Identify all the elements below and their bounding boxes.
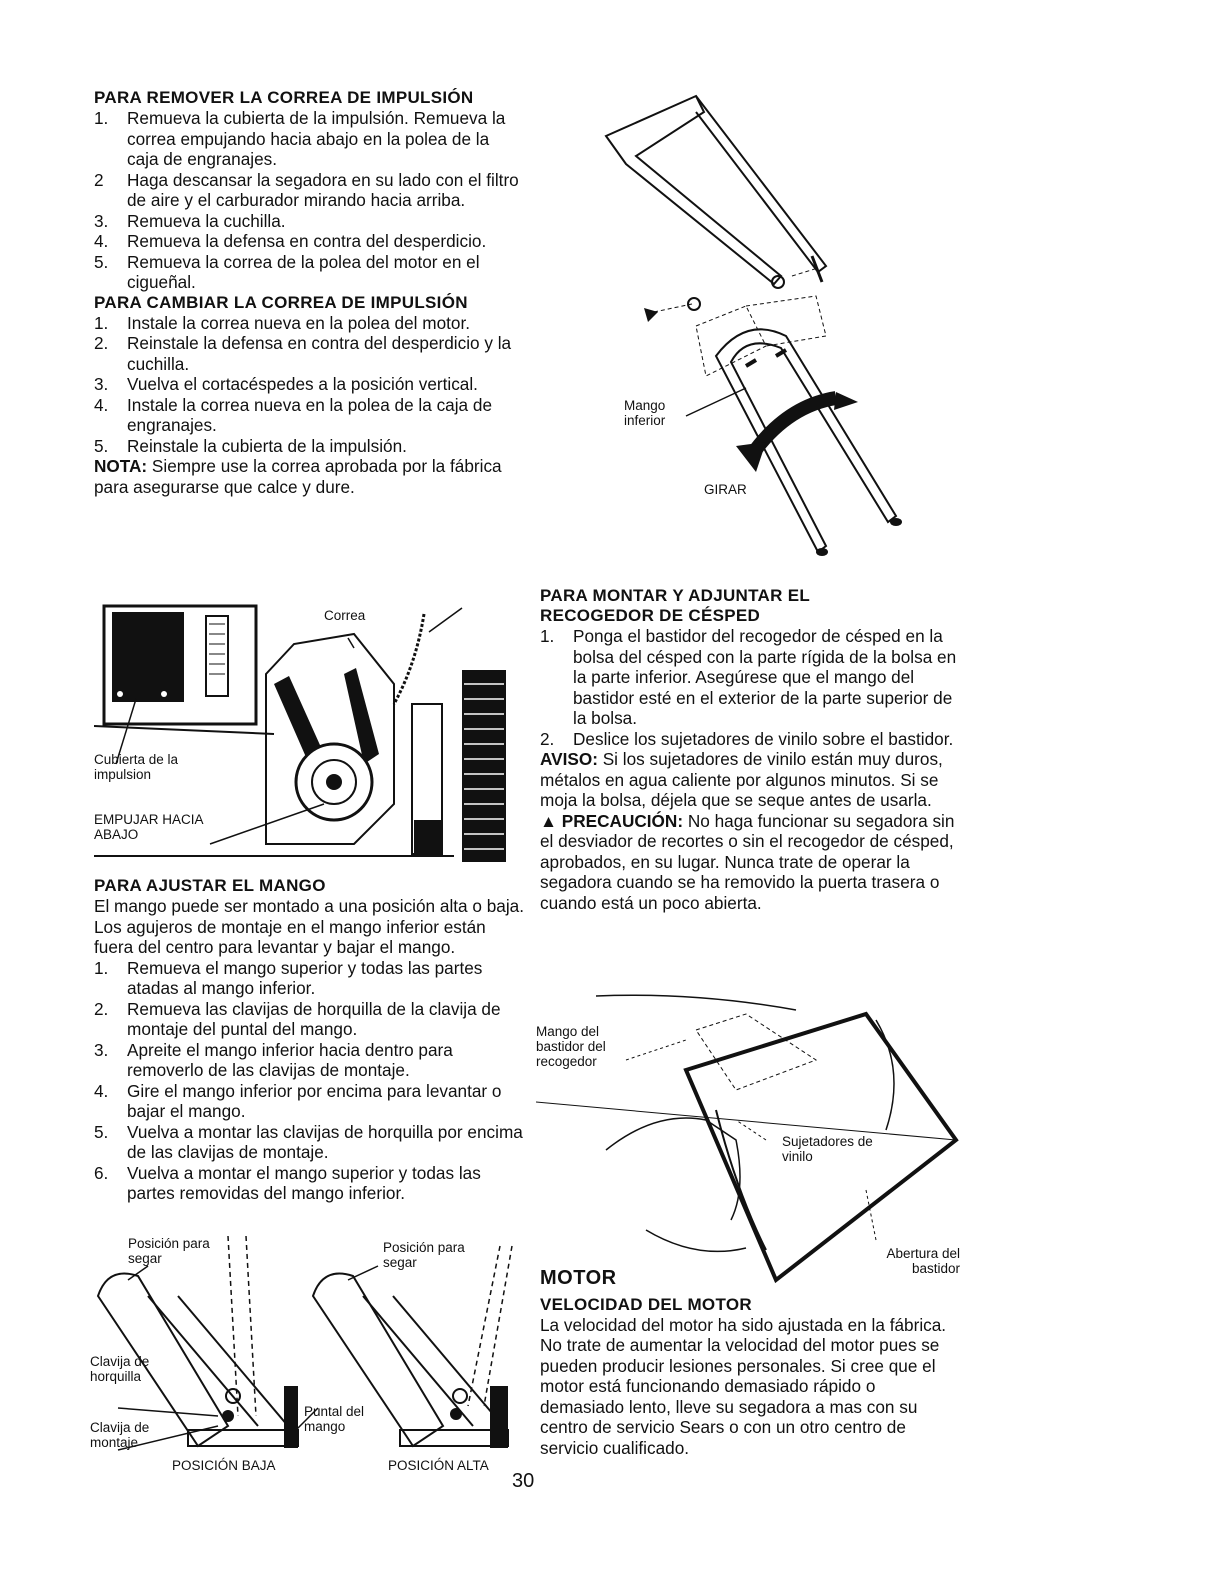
label-pos-right: Posición para segar [383, 1240, 465, 1270]
label-sujetadores: Sujetadores de vinilo [782, 1134, 873, 1164]
catcher-heading-line2: RECOGEDOR DE CÉSPED [540, 606, 761, 625]
belt-diagram [94, 604, 514, 866]
list-item: 4. Gire el mango inferior por encima para levantar o bajar el mango. [94, 1080, 502, 1121]
label-clavija-montaje: Clavija de montaje [90, 1420, 150, 1450]
label-pos-left: Posición para segar [128, 1236, 210, 1266]
catcher-steps [540, 626, 962, 749]
list-item: 6. Vuelva a montar el mango superior y todas las partes removidas del mango inferior. [94, 1162, 481, 1203]
catcher-section [540, 586, 962, 913]
left-column [94, 88, 524, 497]
label-puntal: Puntal del mango [304, 1404, 365, 1434]
adjust-handle-section [94, 876, 524, 1204]
adjust-handle-heading: PARA AJUSTAR EL MANGO [94, 876, 326, 895]
motor-speed-heading: VELOCIDAD DEL MOTOR [540, 1294, 752, 1314]
label-empujar: EMPUJAR HACIA ABAJO [94, 812, 203, 842]
grass-catcher-diagram [536, 990, 960, 1290]
list-item: 3. Remueva la cuchilla. [94, 210, 286, 231]
lower-handle-illustration [596, 86, 926, 566]
list-item: 4. Instale la correa nueva en la polea de la caja de engranajes. [94, 394, 493, 435]
page-number: 30 [512, 1470, 535, 1492]
label-mango-inferior: Mango inferior [624, 398, 666, 428]
list-item: 1. Remueva el mango superior y todas las partes atadas al mango inferior. [94, 957, 483, 998]
list-item: 2. Reinstale la defensa en contra del desperdicio y la cuchilla. [94, 333, 512, 374]
label-abertura: Abertura del bastidor [886, 1246, 960, 1276]
handle-position-diagram [88, 1236, 518, 1476]
label-girar: GIRAR [704, 482, 747, 497]
list-item: 2. Remueva las clavijas de horquilla de la clavija de montaje del puntal del mango. [94, 998, 501, 1039]
change-belt-heading: PARA CAMBIAR LA CORREA DE IMPULSIÓN [94, 292, 468, 312]
caption-low: POSICIÓN BAJA [172, 1458, 276, 1473]
motor-section [540, 1268, 962, 1458]
precaucion-note: ▲ PRECAUCIÓN: No haga funcionar su segadora sin el desviador de recortes o sin el recogedor de césped, aprobados, en su lugar. Nunca trate de operar la segadora cuando se ha removido la puerta trasera o cuando está un poco abierta. [540, 810, 955, 913]
motor-speed-text: La velocidad del motor ha sido ajustada en la fábrica. No trate de aumentar la velocidad del motor pues se pueden producir lesiones personales. Si cree que el motor está funcionando demasiado rápido o demasiado lento, lleve su segadora a mas con su centro de servicio Sears o con un otro centro de servicio cualificado. [540, 1314, 947, 1458]
catcher-heading-line1: PARA MONTAR Y ADJUNTAR EL [540, 586, 811, 605]
label-correa: Correa [324, 608, 366, 623]
list-item: 2 Haga descansar la segadora en su lado con el filtro de aire y el carburador mirando hacia arriba. [94, 169, 519, 210]
list-item: 1. Remueva la cubierta de la impulsión. Remueva la correa empujando hacia abajo en la polea de la caja de engranajes. [94, 108, 506, 169]
adjust-handle-steps [94, 958, 524, 1204]
label-clavija-horquilla: Clavija de horquilla [90, 1354, 150, 1384]
label-mango-bastidor: Mango del bastidor del recogedor [536, 1024, 606, 1069]
list-item: 1. Instale la correa nueva en la polea del motor. [94, 312, 471, 333]
lower-handle-diagram [596, 86, 926, 566]
list-item: 4. Remueva la defensa en contra del desperdicio. [94, 231, 487, 251]
list-item: 5. Reinstale la cubierta de la impulsión. [94, 435, 407, 456]
remove-belt-heading: PARA REMOVER LA CORREA DE IMPULSIÓN [94, 88, 474, 107]
change-belt-steps [94, 313, 524, 457]
list-item: 3. Apreite el mango inferior hacia dentro para removerlo de las clavijas de montaje. [94, 1039, 453, 1080]
list-item: 5. Remueva la correa de la polea del motor en el cigueñal. [94, 251, 480, 292]
list-item: 1. Ponga el bastidor del recogedor de césped en la bolsa del césped con la parte rígida de la bolsa en la parte inferior. Asegúrese que el mango del bastidor esté en el exterior de la parte superior de la bolsa. [540, 626, 957, 728]
caption-high: POSICIÓN ALTA [388, 1458, 489, 1473]
aviso-note: AVISO: Si los sujetadores de vinilo están muy duros, métalos en agua caliente por algunos minutos. Si se moja la bolsa, déjela que se seque antes de usarla. [540, 749, 943, 810]
adjust-handle-intro: El mango puede ser montado a una posición alta o baja. Los agujeros de montaje en el mango inferior están fuera del centro para levantar y bajar el mango. [94, 896, 524, 957]
belt-note: NOTA: Siempre use la correa aprobada por la fábrica para asegurarse que calce y dure. [94, 456, 502, 497]
warning-icon: ▲ [540, 810, 562, 831]
remove-belt-steps [94, 108, 524, 293]
label-cubierta: Cubierta de la impulsion [94, 752, 179, 782]
list-item: 2. Deslice los sujetadores de vinilo sobre el bastidor. [540, 728, 954, 749]
motor-heading: MOTOR [540, 1267, 617, 1289]
list-item: 3. Vuelva el cortacéspedes a la posición vertical. [94, 374, 478, 394]
list-item: 5. Vuelva a montar las clavijas de horquilla por encima de las clavijas de montaje. [94, 1121, 523, 1162]
